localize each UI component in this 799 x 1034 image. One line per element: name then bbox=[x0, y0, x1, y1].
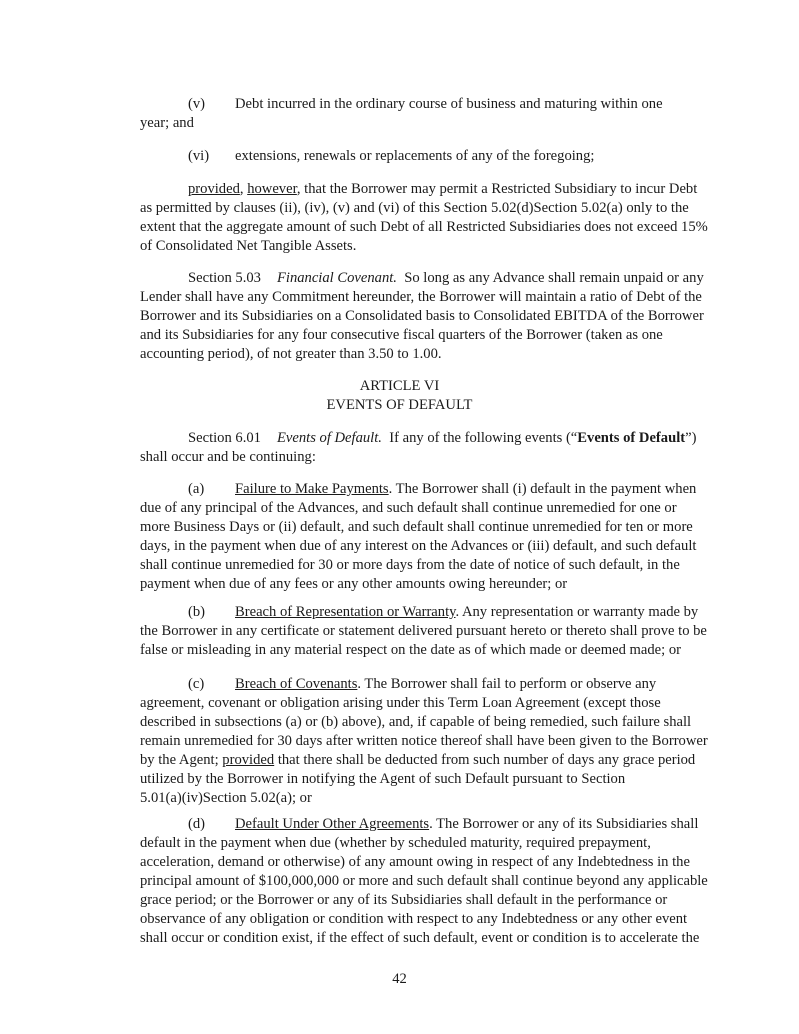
clause-c-text-b: that there shall be deducted from such number of days any grace period bbox=[274, 752, 696, 768]
clause-d-text: . The Borrower or any of its Subsidiaries shall bbox=[429, 816, 699, 832]
clause-c-label: (c) bbox=[188, 676, 205, 692]
proviso-text: , that the Borrower may permit a Restricted Subsidiary to incur Debt bbox=[296, 181, 698, 197]
section-601-text-b: ”) bbox=[685, 430, 697, 446]
section-601-text-a: If any of the following events (“ bbox=[389, 430, 578, 446]
section-503-line3: Borrower and its Subsidiaries on a Consolidated basis to Consolidated EBITDA of the Borrower bbox=[140, 308, 704, 324]
clause-c-line4: remain unremedied for 30 days after written notice thereof shall have been given to the Borrower bbox=[140, 733, 708, 749]
section-503-text: So long as any Advance shall remain unpaid or any bbox=[404, 270, 704, 286]
section-503-line5: accounting period), of not greater than 3.50 to 1.00. bbox=[140, 346, 442, 362]
clause-v-line2: year; and bbox=[140, 115, 194, 131]
clause-d-heading: Default Under Other Agreements bbox=[235, 816, 430, 832]
clause-v-line bbox=[188, 95, 663, 114]
section-503-line2: Lender shall have any Commitment hereunder, the Borrower will maintain a ratio of Debt of the bbox=[140, 289, 702, 305]
clause-d-label: (d) bbox=[188, 816, 206, 832]
clause-a-line6: payment when due of any fees or any other amounts owing hereunder; or bbox=[140, 576, 568, 592]
clause-a-line2: due of any principal of the Advances, and such default shall continue unremedied for one or bbox=[140, 500, 677, 516]
section-503-title: Financial Covenant. bbox=[276, 270, 397, 286]
clause-b-heading: Breach of Representation or Warranty bbox=[235, 604, 456, 620]
section-601-number: Section 6.01 bbox=[188, 430, 261, 446]
clause-d-line1 bbox=[188, 815, 698, 834]
proviso-line4: of Consolidated Net Tangible Assets. bbox=[140, 238, 357, 254]
clause-a-line5: shall continue unremedied for 30 or more days from the date of notice of such default, in the bbox=[140, 557, 680, 573]
clause-a-heading: Failure to Make Payments bbox=[235, 481, 389, 497]
clause-b-line1 bbox=[188, 603, 698, 622]
clause-vi-line bbox=[188, 147, 594, 166]
proviso-line2: as permitted by clauses (ii), (iv), (v) and (vi) of this Section 5.02(d)Section 5.02(a) only to the bbox=[140, 200, 689, 216]
clause-vi-label: (vi) bbox=[188, 148, 210, 164]
clause-c-line3: described in subsections (a) or (b) above), and, if capable of being remedied, such failure shall bbox=[140, 714, 692, 730]
clause-d-line5: grace period; or the Borrower or any of its Subsidiaries shall default in the performance or bbox=[140, 892, 668, 908]
clause-b-line3: false or misleading in any material respect on the date as of which made or deemed made; or bbox=[140, 642, 681, 658]
however-term: however bbox=[247, 181, 297, 197]
section-503-line4: and its Subsidiaries for any four consecutive fiscal quarters of the Borrower (taken as one bbox=[140, 327, 663, 343]
proviso-sep: , bbox=[239, 181, 248, 197]
clause-v-label: (v) bbox=[188, 96, 206, 112]
clause-a-text: . The Borrower shall (i) default in the payment when bbox=[388, 481, 697, 497]
clause-b-line2: the Borrower in any certificate or statement delivered pursuant hereto or thereto shall prove to be bbox=[140, 623, 707, 639]
article-number: ARTICLE VI bbox=[359, 378, 440, 394]
provided-term-c: provided bbox=[222, 752, 275, 768]
clause-d-line7: shall occur or condition exist, if the effect of such default, event or condition is to accelerate the bbox=[140, 930, 700, 946]
clause-c-line7: 5.01(a)(iv)Section 5.02(a); or bbox=[140, 790, 312, 806]
clause-v-text: Debt incurred in the ordinary course of business and maturing within one bbox=[235, 96, 663, 112]
proviso-line3: extent that the aggregate amount of such Debt of all Restricted Subsidiaries does not exceed 15% bbox=[140, 219, 708, 235]
section-601-title: Events of Default. bbox=[276, 430, 382, 446]
clause-c-line1 bbox=[188, 675, 656, 694]
proviso-line1 bbox=[188, 180, 697, 199]
clause-c-line5 bbox=[140, 751, 695, 770]
section-503-number: Section 5.03 bbox=[188, 270, 261, 286]
page-number: 42 bbox=[392, 971, 407, 987]
clause-c-text: . The Borrower shall fail to perform or observe any bbox=[357, 676, 657, 692]
clause-a-line1 bbox=[188, 480, 696, 499]
clause-b-label: (b) bbox=[188, 604, 206, 620]
section-503-line1 bbox=[188, 269, 704, 288]
article-title: EVENTS OF DEFAULT bbox=[326, 397, 473, 413]
clause-d-line2: default in the payment when due (whether by scheduled maturity, required prepayment, bbox=[140, 835, 651, 851]
events-of-default-term: Events of Default bbox=[577, 430, 686, 446]
clause-c-line6: utilized by the Borrower in notifying the Agent of such Default pursuant to Section bbox=[140, 771, 626, 787]
clause-vi-text: extensions, renewals or replacements of any of the foregoing; bbox=[235, 148, 595, 164]
clause-a-label: (a) bbox=[188, 481, 205, 497]
section-601-line1 bbox=[188, 429, 696, 448]
clause-d-line4: principal amount of $100,000,000 or more and such default shall continue beyond any applicable bbox=[140, 873, 708, 889]
clause-d-line6: observance of any obligation or condition with respect to any Indebtedness or any other event bbox=[140, 911, 688, 927]
clause-a-line3: more Business Days or (ii) default, and such default shall continue unremedied for ten or more bbox=[140, 519, 693, 535]
clause-d-line3: acceleration, demand or otherwise) of any amount owing in respect of any Indebtedness in the bbox=[140, 854, 690, 870]
clause-b-text: . Any representation or warranty made by bbox=[455, 604, 699, 620]
clause-c-text-a: by the Agent; bbox=[140, 752, 223, 768]
section-601-line2: shall occur and be continuing: bbox=[140, 449, 316, 465]
provided-term: provided bbox=[188, 181, 240, 197]
clause-c-heading: Breach of Covenants bbox=[235, 676, 358, 692]
clause-c-line2: agreement, covenant or obligation arising under this Term Loan Agreement (except those bbox=[140, 695, 661, 711]
clause-a-line4: days, in the payment when due of any interest on the Advances or (iii) default, and such default bbox=[140, 538, 697, 554]
